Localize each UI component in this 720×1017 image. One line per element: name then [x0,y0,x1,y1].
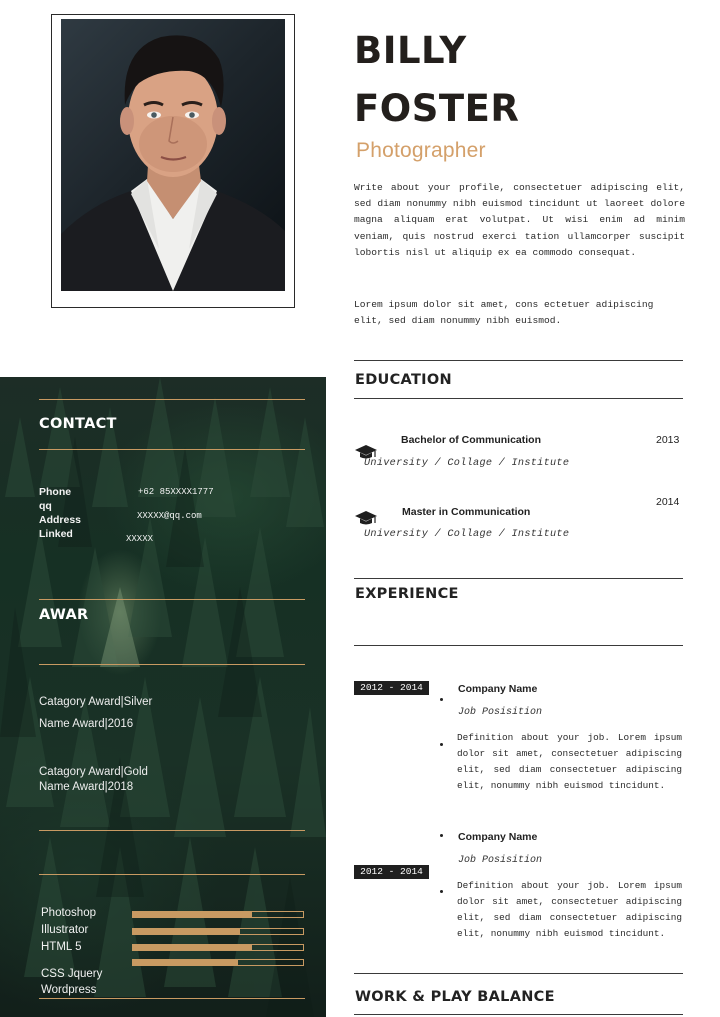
first-name: BILLY [354,29,467,72]
skill-bar [132,944,304,951]
experience-position: Job Posisition [458,855,543,866]
contact-linked: XXXXX [126,534,154,544]
photo-frame [51,14,295,308]
divider [354,398,683,399]
education-institution: University / Collage / Institute [364,529,570,540]
award-line: Name Award|2018 [39,781,134,793]
portrait-illustration [61,19,285,291]
divider [39,664,305,665]
skill-bar [132,959,304,966]
education-degree: Bachelor of Communication [401,434,542,446]
award-line: Catagory Award|Gold [39,766,148,778]
skill-bar-fill [133,912,252,917]
skill-name: CSS Jquery [41,968,103,980]
bullet [440,834,443,837]
contact-label-qq: qq [39,500,52,512]
skill-bar-fill [133,960,238,965]
experience-dates: 2012 - 2014 [354,681,429,695]
experience-position: Job Posisition [458,707,543,718]
skill-name: HTML 5 [41,941,82,953]
skill-bar [132,928,304,935]
experience-dates: 2012 - 2014 [354,865,429,879]
sidebar-panel [0,377,326,1017]
divider [39,874,305,875]
skill-name: Wordpress [41,984,97,996]
graduation-cap-icon [354,510,378,526]
divider [354,578,683,579]
award-line: Name Award|2016 [39,718,134,730]
experience-description: Definition about your job. Lorem ipsum dolor sit amet, consectetuer adipiscing elit, sed diam consectetuer adipiscing elit, nonummy nibh euismod tincidunt. [457,732,682,791]
contact-phone: +62 85XXXX1777 [138,487,214,497]
divider [354,360,683,361]
divider [39,449,305,450]
award-line: Catagory Award|Silver [39,696,153,708]
bullet [440,890,443,893]
divider [39,399,305,400]
skill-bar-fill [133,929,240,934]
contact-title: CONTACT [39,416,117,432]
skill-name: Photoshop [41,907,96,919]
education-institution: University / Collage / Institute [364,458,570,469]
skill-bar [132,911,304,918]
education-year: 2014 [656,496,680,508]
divider [354,645,683,646]
awards-title: AWAR [39,607,89,623]
contact-label-phone: Phone [39,486,72,498]
divider [354,973,683,974]
bullet [440,698,443,701]
skill-bar-fill [133,945,252,950]
divider [39,830,305,831]
bullet [440,743,443,746]
skill-name: Illustrator [41,924,89,936]
experience-description: Definition about your job. Lorem ipsum dolor sit amet, consectetuer adipiscing elit, sed diam consectetuer adipiscing elit, nonummy nibh euismod tincidunt. [457,880,682,939]
divider [39,599,305,600]
education-year: 2013 [656,434,680,446]
contact-label-address: Address [39,514,82,526]
experience-company: Company Name [458,831,538,843]
contact-label-linked: Linked [39,528,73,540]
profile-text: Write about your profile, consectetuer adipiscing elit, sed diam nonummy nibh euismod tincidunt ut laoreet dolore magna aliquam erat volutpat. Ut wisi enim ad minim veniam, quis nostrud exerci tation ullamcorper suscipit lobortis nisl ut aliquip ex ea commodo consequat. [354,182,685,258]
divider [39,998,305,999]
profile-photo [61,19,285,291]
experience-company: Company Name [458,683,538,695]
last-name: FOSTER [354,87,520,130]
experience-title: EXPERIENCE [355,586,459,602]
balance-title: WORK & PLAY BALANCE [355,989,555,1005]
job-title: Photographer [356,139,486,162]
education-title: EDUCATION [355,372,452,388]
divider [354,1014,683,1015]
profile-text-secondary: Lorem ipsum dolor sit amet, cons ectetuer adipiscing elit, sed diam nonummy nibh euismod. [354,299,654,327]
education-degree: Master in Communication [402,506,531,518]
contact-email: XXXXX@qq.com [137,511,202,521]
